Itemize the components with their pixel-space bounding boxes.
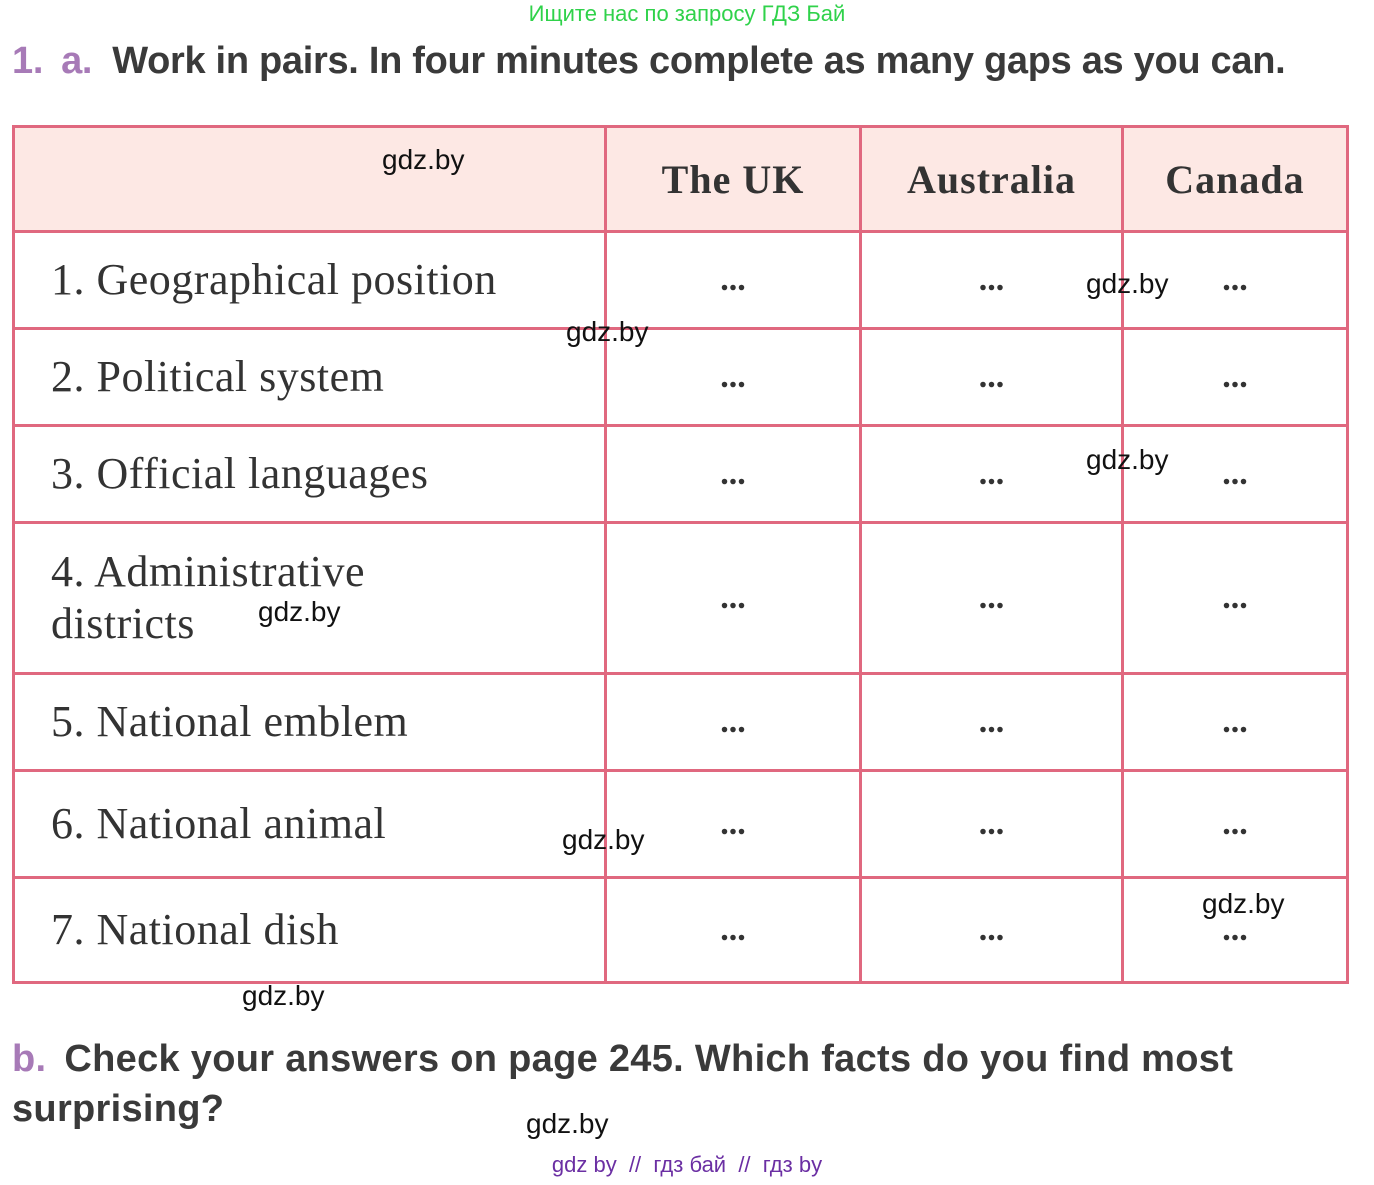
column-header: Canada — [1123, 127, 1348, 232]
watermark: gdz.by — [1202, 888, 1285, 919]
gap-cell[interactable]: ... — [861, 523, 1123, 674]
task-b-paragraph — [12, 1034, 1352, 1134]
gap-cell[interactable]: ... — [861, 878, 1123, 983]
table-header-row — [14, 127, 1348, 232]
watermark: gdz.by — [526, 1108, 609, 1139]
table-row — [14, 523, 1348, 674]
table-row — [14, 674, 1348, 771]
task-instruction: Check your answers on page 245. Which facts do you find most surprising? — [12, 1038, 1234, 1130]
gap-cell[interactable]: ... — [1123, 674, 1348, 771]
watermark: gdz.by — [1086, 268, 1169, 299]
task-letter: a. — [61, 40, 93, 82]
countries-table — [12, 125, 1349, 984]
gap-cell[interactable]: ... — [606, 771, 861, 878]
table-row — [14, 329, 1348, 426]
watermark: gdz.by — [562, 824, 645, 855]
gap-cell[interactable]: ... — [1123, 523, 1348, 674]
column-header: The UK — [606, 127, 861, 232]
task-instruction: Work in pairs. In four minutes complete as many gaps as you can. — [112, 40, 1286, 82]
row-label: 3. Official languages — [14, 426, 606, 523]
gap-cell[interactable]: ... — [861, 426, 1123, 523]
watermark: gdz.by — [382, 144, 465, 175]
table-row — [14, 878, 1348, 983]
gap-cell[interactable]: ... — [606, 329, 861, 426]
gap-cell[interactable]: ... — [1123, 771, 1348, 878]
row-label: 2. Political system — [14, 329, 606, 426]
gap-cell[interactable]: ... — [606, 674, 861, 771]
row-label: 6. National animal — [14, 771, 606, 878]
column-header: Australia — [861, 127, 1123, 232]
task-number: 1. — [12, 40, 44, 82]
gap-cell[interactable]: ... — [861, 329, 1123, 426]
table-row — [14, 771, 1348, 878]
watermark: gdz.by — [242, 980, 325, 1011]
row-label: 4. Administrative districts — [14, 523, 606, 674]
gap-cell[interactable]: ... — [1123, 329, 1348, 426]
gap-cell[interactable]: ... — [606, 426, 861, 523]
gap-cell[interactable]: ... — [1123, 232, 1348, 329]
gap-cell[interactable]: ... — [861, 771, 1123, 878]
corner-cell — [14, 127, 606, 232]
task-a-heading — [12, 40, 1285, 83]
gap-cell[interactable]: ... — [1123, 426, 1348, 523]
row-label: 7. National dish — [14, 878, 606, 983]
watermark: gdz.by — [258, 596, 341, 627]
row-label: 5. National emblem — [14, 674, 606, 771]
gap-cell[interactable]: ... — [1123, 878, 1348, 983]
gap-cell[interactable]: ... — [606, 523, 861, 674]
search-banner: Ищите нас по запросу ГДЗ Бай — [528, 1, 846, 26]
watermark: gdz.by — [566, 316, 649, 347]
gap-cell[interactable]: ... — [861, 232, 1123, 329]
gap-cell[interactable]: ... — [606, 232, 861, 329]
task-letter: b. — [12, 1038, 47, 1080]
row-label: 1. Geographical position — [14, 232, 606, 329]
gap-cell[interactable]: ... — [606, 878, 861, 983]
gap-cell[interactable]: ... — [861, 674, 1123, 771]
footer-links: gdz by // гдз бай // гдз by — [551, 1152, 823, 1177]
watermark: gdz.by — [1086, 444, 1169, 475]
